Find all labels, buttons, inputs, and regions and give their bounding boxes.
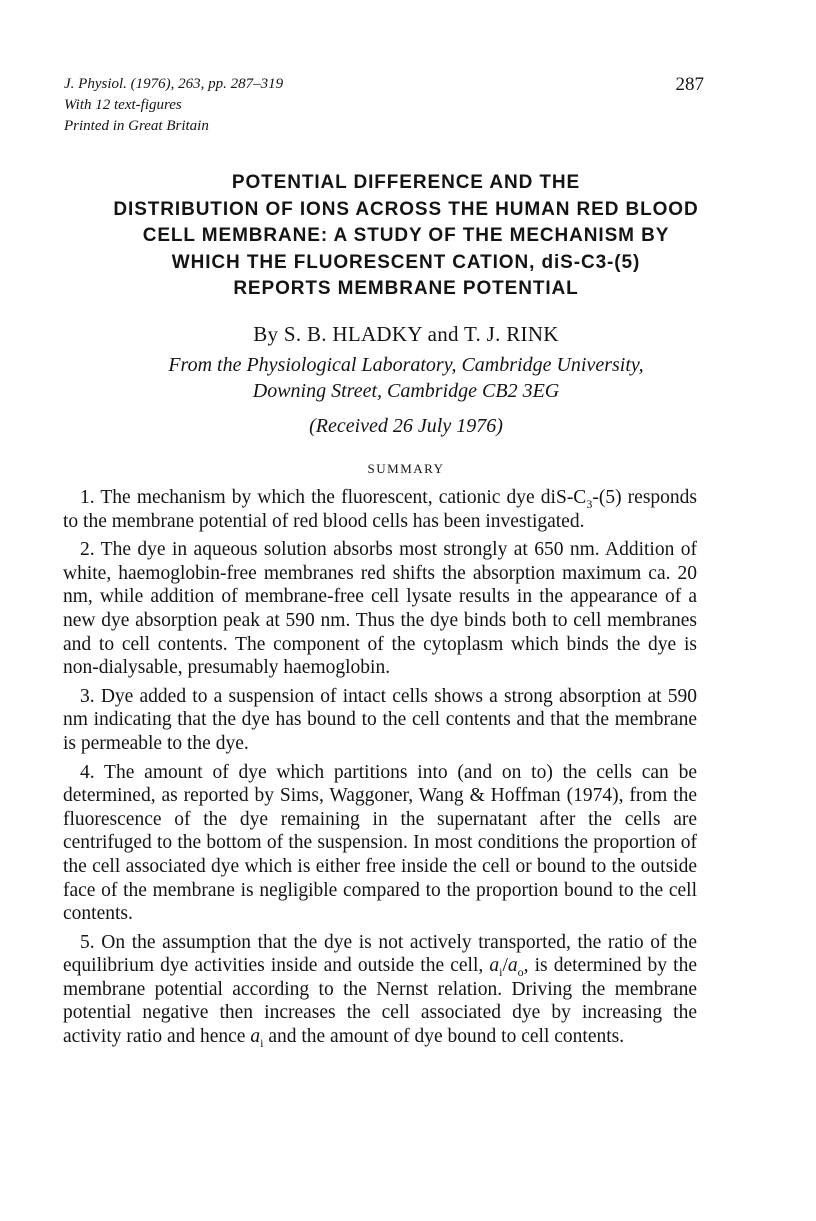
summary-paragraph-3: 3. Dye added to a suspension of intact cells shows a strong absorption at 590 nm indicating that the dye has bound to the cell contents and that the membrane is permeable to the dye.: [63, 685, 697, 754]
subscript: i: [260, 1035, 264, 1050]
summary-heading: SUMMARY: [367, 461, 445, 476]
title-line: DISTRIBUTION OF IONS ACROSS THE HUMAN RED BLOOD: [113, 198, 699, 220]
title-line: CELL MEMBRANE: A STUDY OF THE MECHANISM BY: [142, 225, 670, 246]
text-run: 1. The mechanism by which the fluorescent, cationic dye diS-C: [80, 487, 587, 508]
title-line: POTENTIAL DIFFERENCE AND THE: [231, 172, 581, 193]
authors: By S. B. HLADKY and T. J. RINK: [253, 322, 559, 346]
printed-note: Printed in Great Britain: [64, 118, 209, 134]
running-header: [64, 74, 704, 137]
text-run: 5. On the assumption that the dye is not actively transported, the ratio of the equilibrium dye activities inside and outside the cell,: [63, 931, 697, 977]
subscript: o: [517, 965, 524, 980]
journal-citation: J. Physiol. (1976), 263, pp. 287–319: [64, 76, 284, 92]
variable: a: [507, 955, 518, 977]
affiliation-line: Downing Street, Cambridge CB2 3EG: [252, 379, 560, 402]
text-run: and the amount of dye bound to cell contents.: [263, 1026, 625, 1048]
text-run: , is determined by the membrane potential according to the Nernst relation. Driving the membrane potential negative then increases the cell associated dye by increasing the activity ratio and hence: [63, 955, 697, 1048]
summary-paragraph-5: [63, 931, 697, 1049]
summary-body: [63, 486, 697, 1054]
subscript: i: [499, 965, 503, 980]
page-number: 287: [675, 74, 704, 95]
variable: a: [489, 955, 500, 977]
title-line: WHICH THE FLUORESCENT CATION, diS-C3-(5): [171, 251, 641, 273]
text-run: /: [502, 955, 508, 977]
received-date: (Received 26 July 1976): [309, 415, 503, 437]
text-run: -(5) responds to the membrane potential of red blood cells has been investigated.: [63, 487, 698, 532]
title-line: REPORTS MEMBRANE POTENTIAL: [233, 278, 579, 299]
affiliation: [56, 353, 756, 404]
subscript: 3: [586, 496, 593, 511]
summary-paragraph-2: 2. The dye in aqueous solution absorbs most strongly at 650 nm. Addition of white, haemoglobin-free membranes red shifts the absorption maximum ca. 20 nm, while addition of membrane-free cell lysate results in the appearance of a new dye absorption peak at 590 nm. Thus the dye binds both to cell membranes and to cell contents. The component of the cytoplasm which binds the dye is non-dialysable, presumably haemoglobin.: [63, 539, 697, 679]
figure-note: With 12 text-figures: [64, 97, 182, 113]
article-title: [56, 170, 756, 303]
affiliation-line: From the Physiological Laboratory, Cambridge University,: [168, 354, 644, 376]
summary-paragraph-4: 4. The amount of dye which partitions into (and on to) the cells can be determined, as reported by Sims, Waggoner, Wang & Hoffman (1974), from the fluorescence of the dye remaining in the supernatant after the cells are centrifuged to the bottom of the suspension. In most conditions the proportion of the cell associated dye which is either free inside the cell or bound to the outside face of the membrane is negligible compared to the proportion bound to the cell contents.: [63, 761, 697, 925]
variable: a: [250, 1026, 261, 1048]
summary-paragraph-1: [63, 486, 697, 533]
citation-block: [64, 74, 704, 137]
